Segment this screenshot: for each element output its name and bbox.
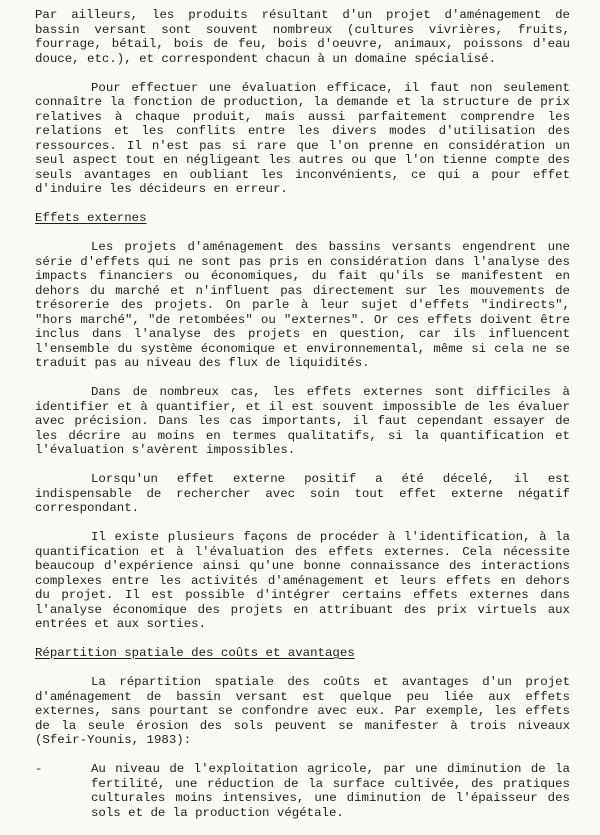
paragraph-effet-positif: Lorsqu'un effet externe positif a été décelé, il est indispensable de rechercher avec soin tout effet externe négatif correspondant.	[35, 472, 570, 515]
list-item-exploitation-agricole	[35, 762, 570, 820]
paragraph-repartition-spatiale: La répartition spatiale des coûts et avantages d'un projet d'aménagement de bassin versant est quelque peu liée aux effets externes, sans pourtant se confondre avec eux. Par exemple, les effets de la seule érosion des sols peuvent se manifester à trois niveaux (Sfeir-Younis, 1983):	[35, 675, 570, 747]
section-heading-effets-externes: Effets externes	[35, 211, 147, 225]
paragraph-cas-nombreux: Dans de nombreux cas, les effets externes sont difficiles à identifier et à quantifier, et il est souvent impossible de les évaluer avec précision. Dans les cas importants, il faut cependant essayer de les décrire au moins en termes qualitatifs, si la quantification et l'évaluation s'avèrent impossibles.	[35, 385, 570, 457]
section-heading-repartition-spatiale: Répartition spatiale des coûts et avantages	[35, 646, 355, 660]
paragraph-evaluation-efficace: Pour effectuer une évaluation efficace, il faut non seulement connaître la fonction de production, la demande et la structure de prix relatives à chaque produit, mais aussi parfaitement comprendre les relations et les conflits entre les divers modes d'utilisation des ressources. Il n'est pas si rare que l'on prenne en considération un seul aspect tout en négligeant les autres ou que l'on tienne compte des seuls avantages en oubliant les inconvénients, ce qui a pour effet d'induire les décideurs en erreur.	[35, 80, 570, 196]
list-item-text: Au niveau de l'exploitation agricole, par une diminution de la fertilité, une réduction de la surface cultivée, des pratiques culturales moins intensives, une diminution de l'épaisseur des sols et de la production végétale.	[91, 762, 570, 820]
paragraph-projets-amenagement: Les projets d'aménagement des bassins versants engendrent une série d'effets qui ne sont pas pris en considération dans l'analyse des impacts financiers ou économiques, du fait qu'ils se manifestent en dehors du marché et n'influent pas directement sur les mouvements de trésorerie des projets. On parle à leur sujet d'effets "indirects", "hors marché", "de retombées" ou "externes". Or ces effets doivent être inclus dans l'analyse des projets en question, car ils influencent l'ensemble du système économique et environnemental, même si cela ne se traduit pas au niveau des flux de liquidités.	[35, 240, 570, 370]
list-item-dash: -	[35, 762, 43, 776]
paragraph-identification-quantification: Il existe plusieurs façons de procéder à l'identification, à la quantification et à l'évaluation des effets externes. Cela nécessite beaucoup d'expérience ainsi qu'une bonne connaissance des interactions complexes entre les activités d'aménagement et leurs effets en dehors du projet. Il est possible d'intégrer certains effets externes dans l'analyse économique des projets en attribuant des prix virtuels aux entrées et aux sorties.	[35, 530, 570, 631]
paragraph-intro-produits: Par ailleurs, les produits résultant d'un projet d'aménagement de bassin versant sont souvent nombreux (cultures vivrières, fruits, fourrage, bétail, bois de feu, bois d'oeuvre, animaux, poissons d'eau douce, etc.), et correspondent chacun à un domaine spécialisé.	[35, 8, 570, 66]
